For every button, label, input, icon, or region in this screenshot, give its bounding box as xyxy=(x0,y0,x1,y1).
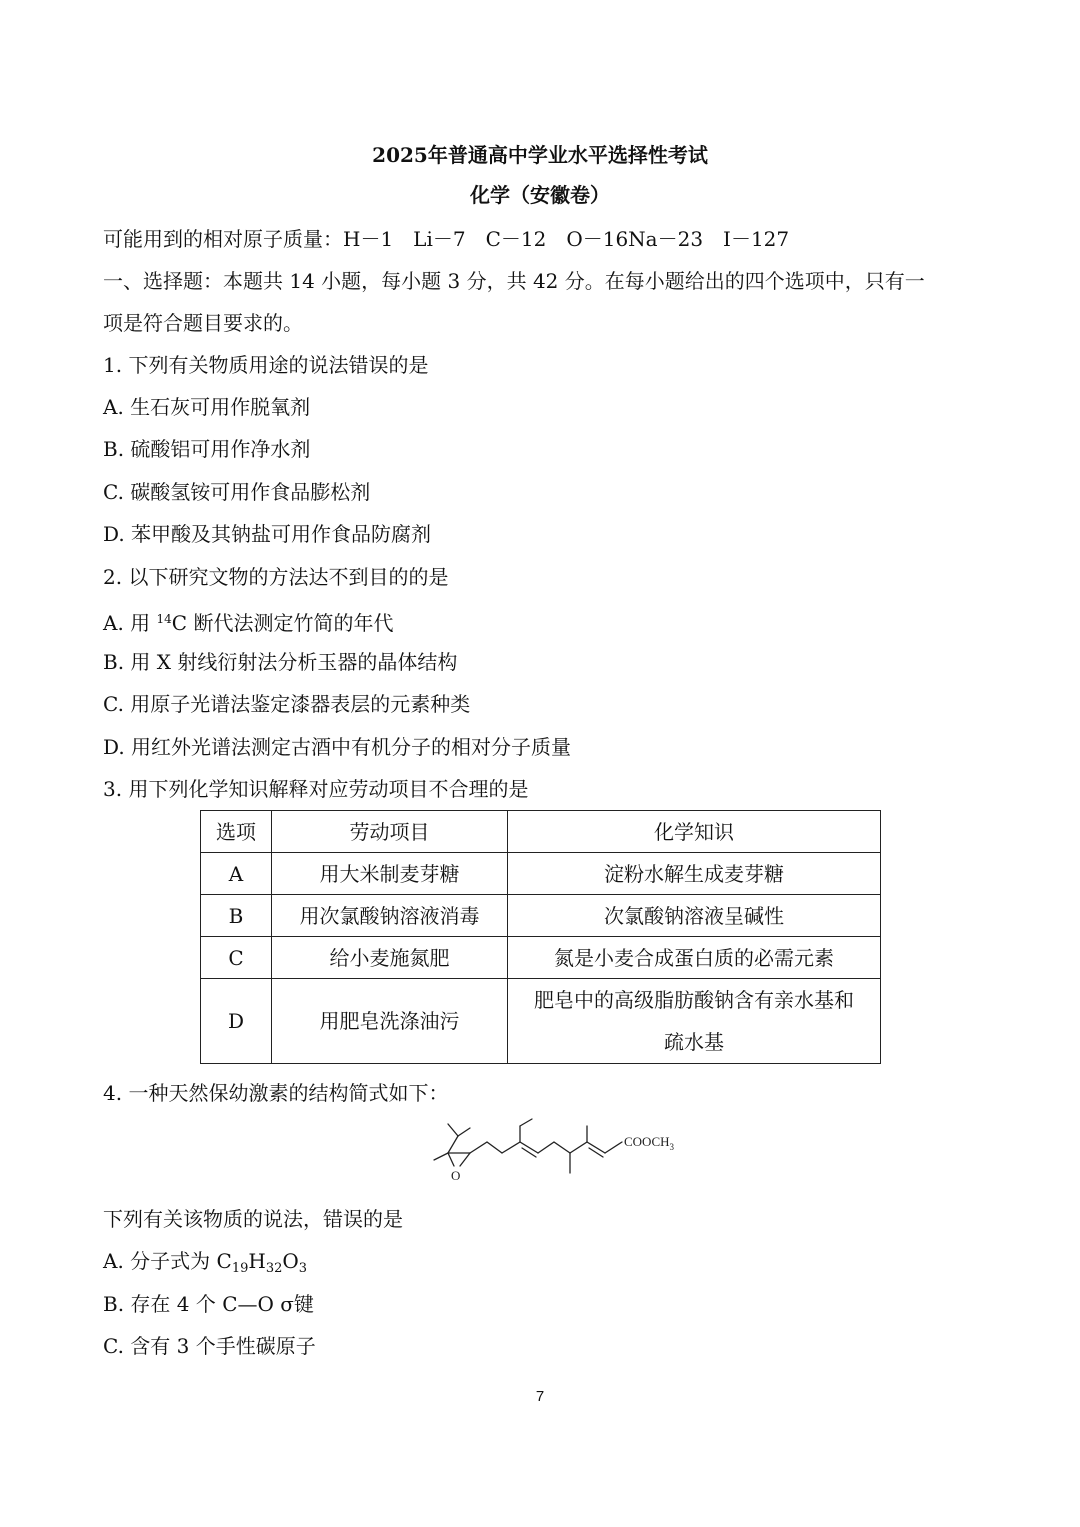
double-bond xyxy=(522,1148,536,1157)
q4-a-prefix: A. 分子式为 C xyxy=(103,1249,232,1273)
q4-a-sub-o: 3 xyxy=(298,1261,308,1276)
bond xyxy=(434,1153,448,1160)
bond xyxy=(487,1142,502,1153)
q4-option-b: B. 存在 4 个 C—O σ键 xyxy=(103,1292,314,1316)
bond xyxy=(502,1142,520,1153)
double-bond xyxy=(589,1148,603,1157)
bond xyxy=(538,1142,554,1153)
bond xyxy=(587,1142,605,1153)
bond xyxy=(470,1142,487,1153)
bond xyxy=(520,1119,532,1126)
q2-a-suffix: C 断代法测定竹简的年代 xyxy=(171,611,394,635)
q4-a-sub-c: 19 xyxy=(231,1261,249,1276)
table-row xyxy=(201,937,881,979)
q2-option-d: D. 用红外光谱法测定古酒中有机分子的相对分子质量 xyxy=(103,735,572,759)
table-cell-knowledge-line1: 肥皂中的高级脂肪酸钠含有亲水基和 xyxy=(534,988,854,1012)
table-cell-option: C xyxy=(201,937,272,979)
table-cell-knowledge: 氮是小麦合成蛋白质的必需元素 xyxy=(508,937,881,979)
table-header-knowledge: 化学知识 xyxy=(508,811,881,853)
bond xyxy=(448,1124,458,1136)
q1-option-d: D. 苯甲酸及其钠盐可用作食品防腐剂 xyxy=(103,522,432,546)
q2-option-b: B. 用 X 射线衍射法分析玉器的晶体结构 xyxy=(103,650,458,674)
oxygen-label: O xyxy=(451,1168,461,1183)
exam-title: 2025年普通高中学业水平选择性考试 xyxy=(372,143,708,167)
bond xyxy=(448,1153,454,1166)
section-instructions-line2: 项是符合题目要求的。 xyxy=(103,311,303,335)
table-cell-option: D xyxy=(201,979,272,1064)
table-cell-project: 用次氯酸钠溶液消毒 xyxy=(272,895,508,937)
q4-option-c: C. 含有 3 个手性碳原子 xyxy=(103,1334,316,1358)
table-cell-option: A xyxy=(201,853,272,895)
q2-option-c: C. 用原子光谱法鉴定漆器表层的元素种类 xyxy=(103,692,471,716)
bond xyxy=(460,1153,470,1166)
q4-prompt: 下列有关该物质的说法，错误的是 xyxy=(103,1207,403,1231)
q2-a-isotope-superscript: 14 xyxy=(156,612,172,626)
table-cell-knowledge: 淀粉水解生成麦芽糖 xyxy=(508,853,881,895)
q4-option-a xyxy=(103,1249,1003,1281)
q4-a-sub-h: 32 xyxy=(265,1261,283,1276)
bond xyxy=(570,1142,587,1153)
table-cell-knowledge: 次氯酸钠溶液呈碱性 xyxy=(508,895,881,937)
bond xyxy=(448,1136,458,1153)
table-header-row xyxy=(201,811,881,853)
bond xyxy=(520,1142,538,1153)
q1-option-a: A. 生石灰可用作脱氧剂 xyxy=(103,395,311,419)
table-cell-project: 给小麦施氮肥 xyxy=(272,937,508,979)
juvenile-hormone-structure xyxy=(430,1118,695,1190)
table-row xyxy=(201,979,881,1064)
bond xyxy=(605,1142,622,1153)
table-cell-knowledge xyxy=(508,979,881,1064)
table-row xyxy=(201,853,881,895)
q4-a-h: H xyxy=(248,1249,266,1273)
q4-a-o: O xyxy=(282,1249,299,1273)
q2-a-prefix: A. 用 xyxy=(103,611,157,635)
table-cell-knowledge-line2: 疏水基 xyxy=(664,1030,724,1054)
table-header-option: 选项 xyxy=(201,811,272,853)
q3-stem: 3. 用下列化学知识解释对应劳动项目不合理的是 xyxy=(103,777,529,801)
q1-stem: 1. 下列有关物质用途的说法错误的是 xyxy=(103,353,429,377)
table-row xyxy=(201,895,881,937)
exam-subtitle: 化学（安徽卷） xyxy=(470,183,610,207)
ester-label-main: COOCH xyxy=(624,1134,670,1149)
q1-option-c: C. 碳酸氢铵可用作食品膨松剂 xyxy=(103,480,371,504)
table-header-project: 劳动项目 xyxy=(272,811,508,853)
table-cell-project: 用肥皂洗涤油污 xyxy=(272,979,508,1064)
bond xyxy=(554,1142,570,1153)
bond xyxy=(458,1128,470,1136)
section-instructions-line1: 一、选择题：本题共 14 小题，每小题 3 分，共 42 分。在每小题给出的四个选项中，只有一 xyxy=(103,269,925,293)
ester-label-subscript: 3 xyxy=(669,1142,675,1152)
q2-option-a xyxy=(103,607,1003,635)
table-cell-option: B xyxy=(201,895,272,937)
q4-stem: 4. 一种天然保幼激素的结构简式如下： xyxy=(103,1081,449,1105)
q2-stem: 2. 以下研究文物的方法达不到目的的是 xyxy=(103,565,449,589)
atomic-masses-line: 可能用到的相对原子质量：H－1 Li－7 C－12 O－16Na－23 I－127 xyxy=(103,227,790,251)
ester-label xyxy=(624,1134,675,1152)
page-number: 7 xyxy=(535,1388,545,1405)
table-cell-project: 用大米制麦芽糖 xyxy=(272,853,508,895)
q1-option-b: B. 硫酸铝可用作净水剂 xyxy=(103,437,311,461)
q3-table xyxy=(200,810,881,1064)
